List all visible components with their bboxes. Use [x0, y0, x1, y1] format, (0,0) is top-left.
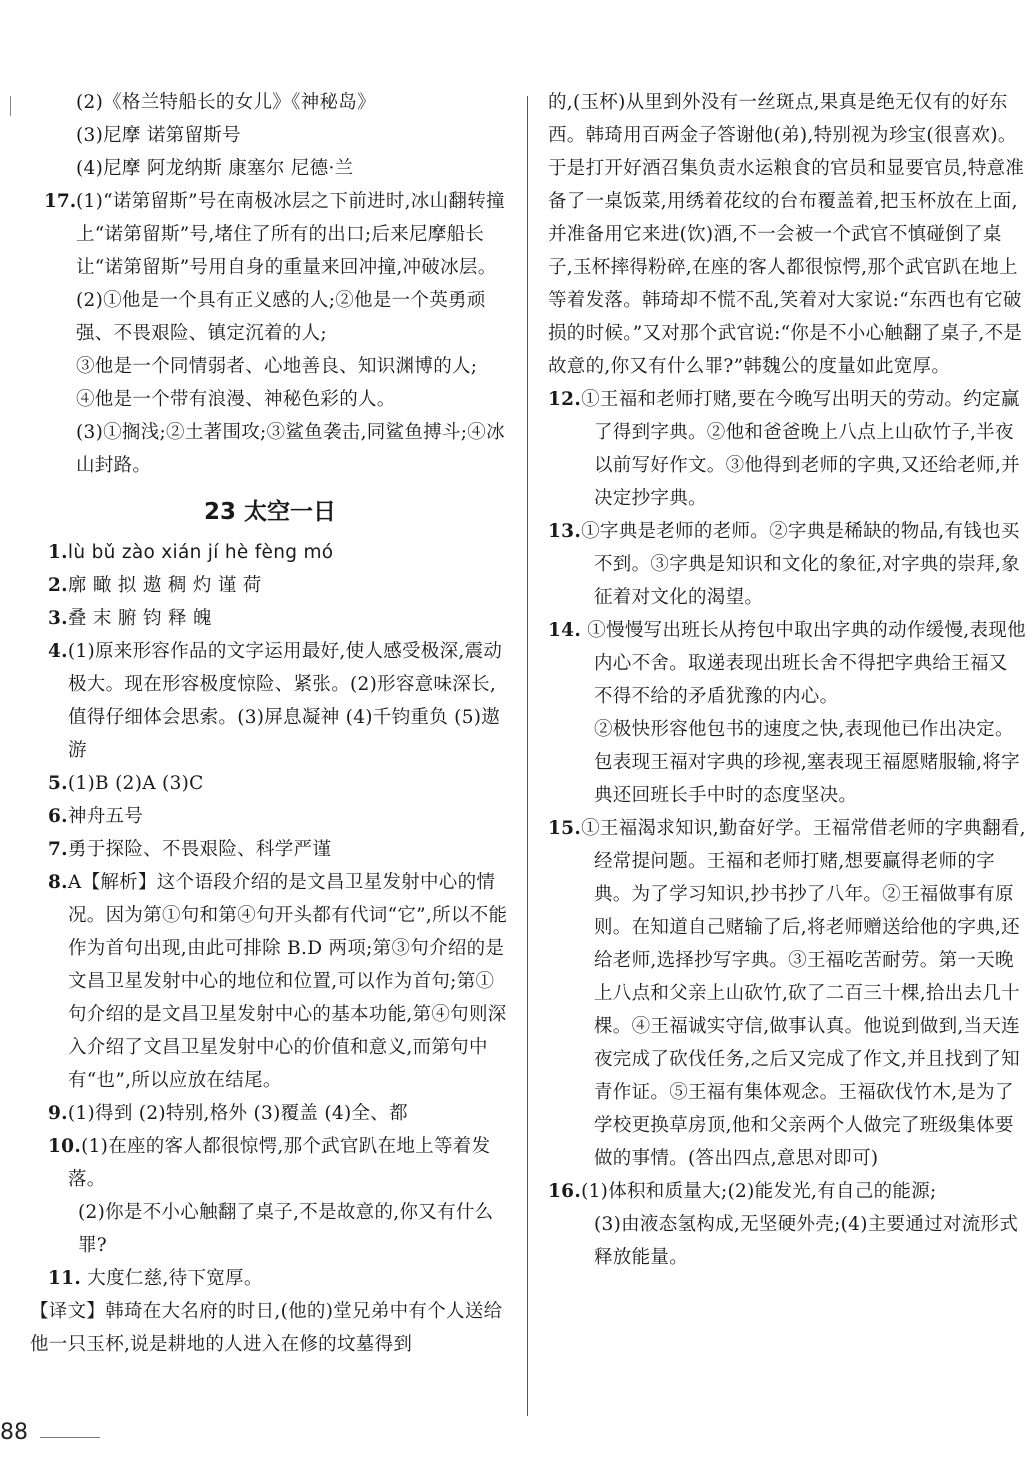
question-17 — [30, 185, 510, 482]
question-number: 14. — [548, 620, 582, 641]
answer-text: ①字典是老师的老师。②字典是稀缺的物品,有钱也买不到。③字典是知识和文化的象征,对字典的崇拜,象征着对文化的渴望。 — [581, 521, 1020, 608]
question-number: 2. — [48, 575, 68, 596]
answer-text: (1)体积和质量大;(2)能发光,有自己的能源; — [581, 1181, 937, 1202]
answer-text: 大度仁慈,待下宽厚。 — [87, 1268, 263, 1289]
answer-text: (1)原来形容作品的文字运用最好,使人感受极深,震动极大。现在形容极度惊险、紧张。(2)形容意味深长,值得仔细体会思索。(3)屏息凝神 (4)千钧重负 (5)遨游 — [67, 641, 503, 761]
answer-text: ③他是一个同情弱者、心地善良、知识渊博的人; — [76, 356, 478, 377]
answer-text: ②极快形容他包书的速度之快,表现他已作出决定。包表现王福对字典的珍视,塞表现王福愿赌服输,将字典还回班长手中时的态度坚决。 — [594, 719, 1020, 806]
question-number: 10. — [48, 1136, 82, 1157]
answer-text: (2)①他是一个具有正义感的人;②他是一个英勇顽强、不畏艰险、镇定沉着的人; — [76, 290, 486, 344]
question-number: 16. — [548, 1181, 582, 1202]
question-number: 3. — [48, 608, 68, 629]
answer-text: ①王福渴求知识,勤奋好学。王福常借老师的字典翻看,经常提问题。王福和老师打赌,想要赢得老师的字典。为了学习知识,抄书抄了八年。②王福做事有原则。在知道自己赌输了后,将老师赠送给他的字典,还给老师,选择抄写字典。③王福吃苦耐劳。第一天晚上八点和父亲上山砍竹,砍了二百三十棵,拾出去几十棵。④王福诚实守信,做事认真。他说到做到,当天连夜完成了砍伐任务,之后又完成了作文,并且找到了知青作证。⑤王福有集体观念。王福砍伐竹木,是为了学校更换草房顶,他和父亲两个人做完了班级集体要做的事情。(答出四点,意思对即可) — [581, 818, 1026, 1169]
answer-list — [30, 536, 510, 1295]
answer-text: 神舟五号 — [67, 806, 144, 827]
question-number: 6. — [48, 806, 68, 827]
answer-text: ①王福和老师打赌,要在今晚写出明天的劳动。约定赢了得到字典。②他和爸爸晚上八点上山砍竹子,半夜以前写好作文。③他得到老师的字典,又还给老师,并决定抄字典。 — [581, 389, 1020, 509]
right-column — [548, 86, 1026, 1274]
section-title: 23 太空一日 — [203, 499, 336, 525]
question-number: 9. — [48, 1103, 68, 1124]
question-number: 15. — [548, 818, 582, 839]
question-number: 4. — [48, 641, 68, 662]
question-number: 12. — [548, 389, 582, 410]
answer-text: (3)由液态氢构成,无坚硬外壳;(4)主要通过对流形式释放能量。 — [594, 1214, 1019, 1268]
question-number: 11. — [48, 1268, 82, 1289]
answer-line: (4)尼摩 阿龙纳斯 康塞尔 尼德·兰 — [76, 158, 354, 179]
answer-text: 勇于探险、不畏艰险、科学严谨 — [67, 839, 332, 860]
answer-text: ④他是一个带有浪漫、神秘色彩的人。 — [76, 389, 396, 410]
answer-text: 廓 瞰 拟 遨 稠 灼 谨 荷 — [67, 575, 262, 596]
answer-text: (3)①搁浅;②土著围攻;③鲨鱼袭击,同鲨鱼搏斗;④冰山封路。 — [76, 422, 505, 476]
answer-text: (1)得到 (2)特别,格外 (3)覆盖 (4)全、都 — [67, 1103, 408, 1124]
answer-text: A【解析】这个语段介绍的是文昌卫星发射中心的情况。因为第①句和第④句开头都有代词“它”,所以不能作为首句出现,由此可排除 B.D 两项;第③句介绍的是文昌卫星发射中心的地位和位置,可以作为首句;第①句介绍的是文昌卫星发射中心的基本功能,第④句则深入介绍了文昌卫星发射中心的价值和意义,而第句中有“也”,所以应放在结尾。 — [67, 872, 508, 1091]
translation-text: 【译文】韩琦在大名府的时日,(他的)堂兄弟中有个人送给他一只玉杯,说是耕地的人进入在修的坟墓得到 — [30, 1301, 503, 1355]
answer-text: (2)你是不小心触翻了桌子,不是故意的,你又有什么罪? — [78, 1202, 494, 1256]
question-number: 8. — [48, 872, 68, 893]
answer-list — [548, 383, 1026, 1274]
answer-line: (3)尼摩 诺第留斯号 — [76, 125, 241, 146]
margin-rule — [10, 96, 11, 116]
translation-text: 的,(玉杯)从里到外没有一丝斑点,果真是绝无仅有的好东西。韩琦用百两金子答谢他(弟),特别视为珍宝(很喜欢)。于是打开好酒召集负责水运粮食的官员和显要官员,特意准备了一桌饭菜,用绣着花纹的台布覆盖着,把玉杯放在上面,并准备用它来进(饮)酒,不一会被一个武官不慎碰倒了桌子,玉杯摔得粉碎,在座的客人都很惊愕,那个武官趴在地上等着发落。韩琦却不慌不乱,笑着对大家说:“东西也有它破损的时候。”又对那个武官说:“你是不小心触翻了桌子,不是故意的,你又有什么罪?”韩魏公的度量如此宽厚。 — [548, 92, 1025, 377]
answer-text: (1)B (2)A (3)C — [67, 773, 204, 794]
page-number: 88 — [0, 1420, 28, 1445]
answer-text: (1)“诺第留斯”号在南极冰层之下前进时,冰山翻转撞上“诺第留斯”号,堵住了所有的出口;后来尼摩船长让“诺第留斯”号用自身的重量来回冲撞,冲破冰层。 — [76, 191, 505, 278]
answer-line: (2)《格兰特船长的女儿》《神秘岛》 — [76, 92, 376, 113]
answer-text: (1)在座的客人都很惊愕,那个武官趴在地上等着发落。 — [68, 1136, 491, 1190]
question-number: 1. — [48, 542, 68, 563]
column-divider — [527, 96, 528, 1416]
question-number: 13. — [548, 521, 582, 542]
pinyin-answer: lù bǔ zào xián jí hè fèng mó — [67, 542, 334, 563]
question-number: 7. — [48, 839, 68, 860]
question-number: 5. — [48, 773, 68, 794]
left-column — [30, 86, 510, 1361]
question-number: 17. — [44, 191, 77, 212]
answer-text: 叠 末 腑 钧 释 魄 — [67, 608, 212, 629]
answer-text: ①慢慢写出班长从挎包中取出字典的动作缓慢,表现他内心不舍。取递表现出班长舍不得把字典给王福又不得不给的矛盾犹豫的内心。 — [587, 620, 1026, 707]
footer-rule — [40, 1437, 100, 1438]
